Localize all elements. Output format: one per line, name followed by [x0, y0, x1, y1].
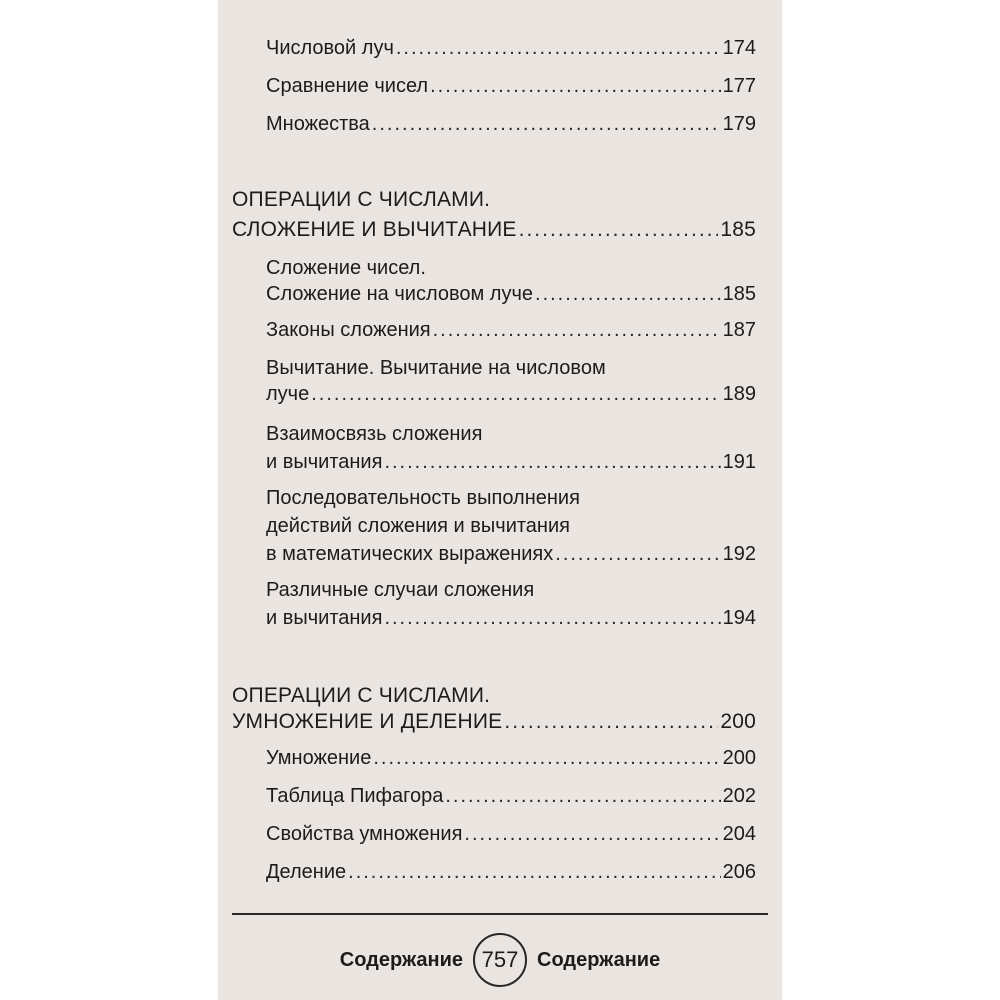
leader-dots: [555, 542, 720, 566]
toc-entry-page: 189: [722, 383, 756, 405]
toc-entry-title: Последовательность выполнения: [266, 487, 580, 509]
toc-entry-title: в математических выражениях: [266, 543, 554, 565]
leader-dots: [535, 282, 721, 306]
section-heading: ОПЕРАЦИИ С ЧИСЛАМИ.: [232, 684, 491, 707]
toc-entry-page: 191: [722, 451, 756, 473]
leader-dots: [384, 450, 720, 474]
toc-entry-title: Числовой луч: [266, 37, 394, 59]
leader-dots: [311, 382, 720, 406]
footer-rule: [232, 913, 768, 915]
toc-entry-page: 200: [722, 747, 756, 769]
toc-entry: [266, 542, 756, 566]
leader-dots: [348, 860, 720, 884]
toc-entry: [266, 112, 756, 136]
leader-dots: [372, 112, 721, 136]
toc-entry-title: Множества: [266, 113, 370, 135]
toc-entry: [266, 450, 756, 474]
toc-entry-title: Таблица Пифагора: [266, 785, 444, 807]
toc-entry-title: и вычитания: [266, 607, 383, 629]
leader-dots: [519, 218, 719, 242]
toc-entry: [266, 382, 756, 406]
toc-entry-title: Деление: [266, 861, 347, 883]
book-page: [218, 0, 782, 1000]
toc-entry-title: Взаимосвязь сложения: [266, 423, 483, 445]
footer-title-right: Содержание: [537, 948, 661, 971]
leader-dots: [373, 746, 720, 770]
toc-entry-page: 174: [722, 37, 756, 59]
leader-dots: [445, 784, 720, 808]
toc-entry-page: 192: [722, 543, 756, 565]
toc-entry: [266, 822, 756, 846]
toc-entry-title: Сравнение чисел: [266, 75, 429, 97]
toc-entry-title: Умножение: [266, 747, 372, 769]
toc-entry-page: 177: [722, 75, 756, 97]
section-heading: СЛОЖЕНИЕ И ВЫЧИТАНИЕ: [232, 218, 517, 241]
toc-entry-page: 185: [720, 218, 756, 241]
leader-dots: [430, 74, 721, 98]
toc-entry-page: 200: [720, 710, 756, 733]
page-footer: [218, 932, 782, 988]
toc-entry: [266, 282, 756, 306]
footer-title-left: Содержание: [339, 948, 463, 971]
toc-entry: [266, 318, 756, 342]
section-heading: УМНОЖЕНИЕ И ДЕЛЕНИЕ: [232, 710, 503, 733]
section-heading: ОПЕРАЦИИ С ЧИСЛАМИ.: [232, 188, 491, 211]
toc-entry-title: Сложение чисел.: [266, 257, 426, 279]
leader-dots: [504, 710, 718, 734]
page-number-badge: 757: [473, 933, 527, 987]
toc-entry: [266, 606, 756, 630]
toc-entry-title: действий сложения и вычитания: [266, 515, 570, 537]
toc-entry-page: 179: [722, 113, 756, 135]
leader-dots: [396, 36, 721, 60]
toc-entry-page: 187: [722, 319, 756, 341]
toc-entry: [266, 860, 756, 884]
toc-entry-page: 202: [722, 785, 756, 807]
toc-entry-page: 185: [722, 283, 756, 305]
toc-entry-title: Сложение на числовом луче: [266, 283, 534, 305]
toc-entry-title: Законы сложения: [266, 319, 431, 341]
toc-entry: [266, 74, 756, 98]
toc-entry: [266, 746, 756, 770]
toc-entry-title: Свойства умножения: [266, 823, 463, 845]
toc-entry: [266, 784, 756, 808]
toc-entry: [266, 36, 756, 60]
leader-dots: [464, 822, 720, 846]
toc-entry-page: 204: [722, 823, 756, 845]
toc-entry-title: Вычитание. Вычитание на числовом: [266, 357, 606, 379]
leader-dots: [384, 606, 720, 630]
toc-entry-page: 194: [722, 607, 756, 629]
leader-dots: [433, 318, 721, 342]
toc-entry-title: луче: [266, 383, 310, 405]
toc-entry-title: Различные случаи сложения: [266, 579, 535, 601]
toc-entry-page: 206: [722, 861, 756, 883]
toc-entry-title: и вычитания: [266, 451, 383, 473]
toc-entry: [232, 710, 756, 734]
toc-entry: [232, 218, 756, 242]
